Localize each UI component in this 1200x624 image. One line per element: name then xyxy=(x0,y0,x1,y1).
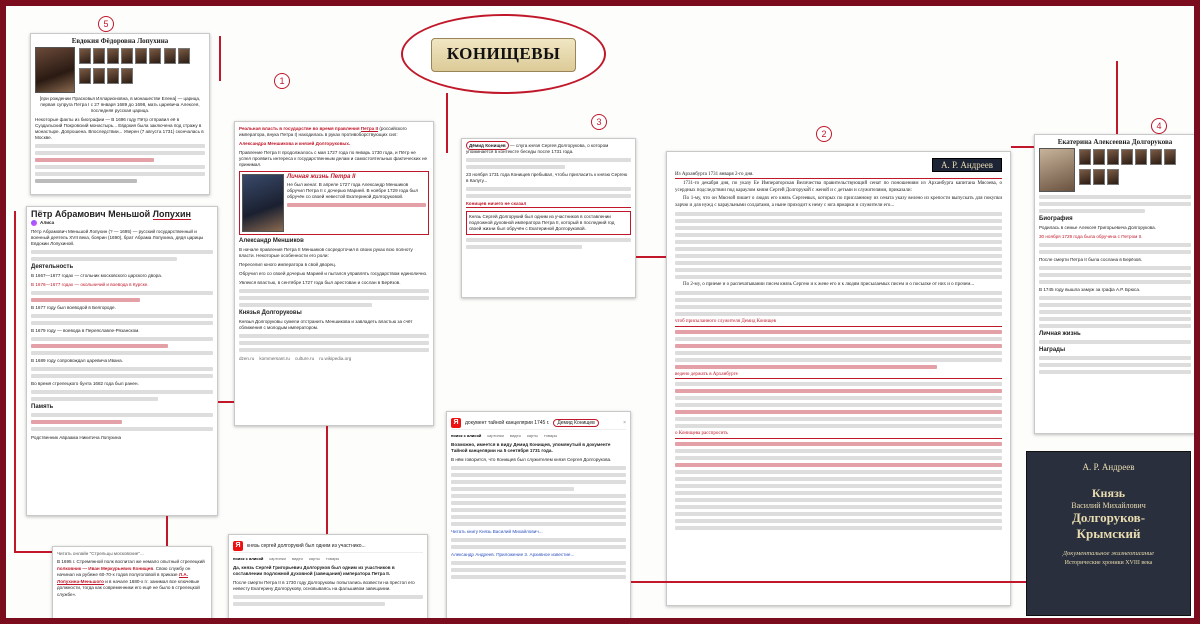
thumbnail-image[interactable] xyxy=(79,68,91,84)
thumbnail-image[interactable] xyxy=(1164,149,1176,165)
search-answer: Да, князь Сергей Григорьевич Долгоруков был одним из участников в составлении подложной духовной (завещания) императора Петра II. xyxy=(233,565,395,576)
book-author: А. Р. Андреев xyxy=(1082,462,1135,472)
connector-line xyxy=(219,36,221,81)
source-link[interactable]: dzen.ru xyxy=(239,356,255,361)
book-title-2: Василий Михайлович xyxy=(1071,501,1146,510)
tab-item[interactable]: видео xyxy=(291,556,303,561)
peter2-reign: Правление Петра II продолжалось с мая 1727 года по январь 1730 года, и Пётр не успел проявить интереса к государственным делам и самостоятельных фактических не принимал. xyxy=(239,150,428,167)
author-plate xyxy=(932,158,1002,172)
tab-item[interactable]: картинки xyxy=(269,556,286,561)
book-series: Исторические хроники XVIII века xyxy=(1064,560,1153,566)
peter2-heading xyxy=(239,126,429,138)
portrait-strip xyxy=(35,47,205,93)
badge-3: 3 xyxy=(591,114,607,130)
badge-4: 4 xyxy=(1151,118,1167,134)
thumbnail-image[interactable] xyxy=(1107,149,1119,165)
bio-item: Родилась в семье Алексея Григорьевича Долгорукова. xyxy=(1039,225,1156,230)
search-query[interactable]: документ тайной канцелярии 1745 г. xyxy=(465,419,550,426)
search-chip[interactable]: Демид Конищев xyxy=(553,419,598,427)
connector-line xyxy=(326,426,328,534)
thumbnail-grid xyxy=(78,47,205,93)
thumbnail-image[interactable] xyxy=(1107,169,1119,185)
bullet-item: Увлекся властью, в сентябре 1727 года был арестован и сослан в Берёзов. xyxy=(239,280,401,285)
thumbnail-image[interactable] xyxy=(121,68,133,84)
thumbnail-image[interactable] xyxy=(178,48,190,64)
tab-item[interactable]: товары xyxy=(543,433,558,438)
yandex-logo-icon: Я xyxy=(233,541,243,551)
section-heading: Биография xyxy=(1039,216,1073,222)
badge-5: 5 xyxy=(98,16,114,32)
source-links xyxy=(239,356,429,362)
streltsy-t1: Стремянной полк воспитал же немало опытный стрелецкий xyxy=(76,559,205,564)
bullet-item: Переселил юного императора в свой дворец. xyxy=(239,262,337,267)
connector-line xyxy=(218,401,234,403)
search-query[interactable]: князь сергей долгорукий был одним из участнико... xyxy=(247,542,366,549)
heading-part: Петра II xyxy=(360,126,379,131)
heading-part: Реальная власть в государстве во время правления xyxy=(239,126,361,131)
catherine-card xyxy=(1034,134,1196,434)
thumbnail-image[interactable] xyxy=(121,48,133,64)
connector-line xyxy=(1011,146,1034,148)
tab-item[interactable]: поиск с алисой xyxy=(233,556,264,561)
excerpt-highlight: ведено держать в Арханбурге xyxy=(675,372,1002,379)
connector-line xyxy=(14,211,16,551)
excerpt-date: Из Арханбурга 1731 января 2-го дня. xyxy=(675,172,1002,179)
tab-item[interactable]: товары xyxy=(325,556,340,561)
search-detail: В нём говорится, что Конищев был служителем князя Сергея Долгорукова. xyxy=(451,457,612,462)
page-title: КОНИЩЕВЫ xyxy=(446,44,561,63)
streltsy-t4: Л.А. Лопухина-Меньшого xyxy=(57,572,188,584)
menshikov-text: В начале правления Петра II Меншиков сосредоточил в своих руках всю полноту власти. Некоторые особенности его роли: xyxy=(239,247,413,258)
tab-item[interactable]: поиск с алисой xyxy=(451,433,482,438)
author-plate-text: А. Р. Андреев xyxy=(940,160,993,170)
search-answer: Возможно, имеется в виду Демид Конищев, упомянутый в документе Тайной канцелярии на 5 сентября 1731 года. xyxy=(451,442,611,453)
source-link[interactable]: culture.ru xyxy=(294,356,315,361)
yandex-logo-icon: Я xyxy=(451,418,461,428)
menshoi-intro: Пётр Абрамович Меньшой Лопухин (? — 1695) — русский государственный и военный деятель XVII века, боярин (1690), брат Абрама Лопухина, дядя царицы Евдокии Лопухиной. xyxy=(31,229,204,246)
bio-item: В 1745 году вышла замуж за графа А.Р. Брюса. xyxy=(1039,287,1141,292)
search-tabs xyxy=(451,433,626,439)
konishchev-name: Дёмид Конищев xyxy=(466,141,509,150)
andreev-excerpt xyxy=(666,151,1011,606)
card3-line1 xyxy=(466,143,631,155)
bio-item: После смерти Петра II была сослана в Берёзов. xyxy=(1039,257,1143,262)
search-result-link[interactable]: Читать книгу Князь Василий Михайлович... xyxy=(451,529,543,534)
streltsy-card xyxy=(52,546,212,621)
connector-line xyxy=(14,551,52,553)
streltsy-t5: и в начале 1680-х гг. занимал все ключевые должности, тогда как современники его ещё не было в стрелецкой службе». xyxy=(57,578,200,597)
section-heading: Личная жизнь xyxy=(1039,331,1081,337)
thumbnail-image[interactable] xyxy=(1093,149,1105,165)
connector-line xyxy=(446,93,448,153)
tab-item[interactable]: картинки xyxy=(487,433,504,438)
menshoi-name-main: Пётр Абрамович Меньшой xyxy=(31,209,153,219)
thumbnail-image[interactable] xyxy=(1079,149,1091,165)
streltsy-text: В 1695 г. Стремянной полк воспитал же немало опытный стрелецкий полковник — Иван Меркурьевич Конищев. Свою службу он начинал на рубеже 60-70-х годов полуголовой в приказе Л.А. Лопухина-Меньшого и в начале 1680-х гг. занимал все ключевые должности, тогда как современники его ещё не было в стрелецкой службе». xyxy=(57,559,205,597)
thumbnail-image[interactable] xyxy=(1079,169,1091,185)
excerpt-para: По 2-му, о приеме и о распечатывании писем князь Сергею и к жене его и к людям присылаемых писем и о посылке от них и о прочем... xyxy=(683,282,975,288)
connector-line xyxy=(166,516,168,546)
menshoi-name xyxy=(31,211,213,217)
excerpt-body xyxy=(675,172,1002,209)
excerpt-highlight: о Конищева расспросить xyxy=(675,431,1002,438)
thumbnail-image[interactable] xyxy=(1150,149,1162,165)
search-result-link[interactable]: Александр Андреев. Приложение 3. Архивное известие... xyxy=(451,552,575,557)
search-tabs xyxy=(233,556,423,562)
streltsy-t2: полковник — Иван Меркурьевич Конищев xyxy=(57,565,154,571)
thumbnail-image[interactable] xyxy=(164,48,176,64)
bullet-item: Обручил его со своей дочерью Марией и пытался управлять государством единолично. xyxy=(239,271,428,276)
list-item: В 1667—1677 годах — стольник московского царского двора. xyxy=(31,273,163,278)
menshoi-name-surname: Лопухин xyxy=(152,209,191,219)
thumbnail-image[interactable] xyxy=(107,48,119,64)
list-item: В 1677 году был воеводой в Белгороде. xyxy=(31,305,116,310)
source-link[interactable]: ru.wikipedia.org xyxy=(319,356,352,361)
book-cover xyxy=(1026,451,1191,616)
catherine-name: Екатерина Алексеевна Долгорукова xyxy=(1057,138,1173,146)
portrait-image xyxy=(35,47,75,93)
card3-line2: 23 ноября 1731 года Конищев пребывал, чтобы пригласить к князю Сергею в Калугу... xyxy=(466,172,628,183)
search-bar[interactable] xyxy=(451,416,626,430)
source-label: Алиса xyxy=(40,220,55,225)
peter2-rivals: Александра Меншикова и князей Долгоруковых. xyxy=(239,141,351,146)
peter2-portrait xyxy=(242,174,284,232)
connector-line xyxy=(636,256,666,258)
thumbnail-image[interactable] xyxy=(135,48,147,64)
list-item: В 1689 году сопровождал царевича Ивана. xyxy=(31,358,123,363)
bio-item: 30 ноября 1729 года была обручена с Петром II. xyxy=(1039,234,1143,239)
streltsy-date: В 1695 г. xyxy=(57,559,76,564)
tab-item[interactable]: карты xyxy=(526,433,538,438)
tab-item[interactable]: карты xyxy=(308,556,320,561)
source-row xyxy=(31,220,213,226)
result-url[interactable]: Читать онлайн "Стрельцы московские"... xyxy=(57,551,144,556)
connector-line xyxy=(631,581,1026,583)
peter2-card xyxy=(234,121,434,426)
thumbnail-image[interactable] xyxy=(1093,169,1105,185)
list-item: Во время стрелецкого бунта 1682 года был ранен. xyxy=(31,381,139,386)
lopukhina-card xyxy=(30,33,210,195)
heading-part: (российского императора, внука Петра I) находилась в руках противоборствующих сил: xyxy=(239,126,407,137)
thumbnail-image[interactable] xyxy=(149,48,161,64)
lopukhina-name: Евдокия Фёдоровна Лопухина xyxy=(71,37,169,45)
search-detail: После смерти Петра II в 1730 году Долгоруковы попытались возвести на престол его невесту Екатерину Долгорукову, основываясь на фальшивом завещании. xyxy=(233,580,415,591)
book-subtitle: Документальное жизнеописание xyxy=(1062,550,1155,557)
badge-2: 2 xyxy=(816,126,832,142)
streltsy-t3: Свою службу он начинал на рубеже 60-70-х годов полуголовой в приказе xyxy=(57,565,191,577)
list-item: В 1676—1677 годах — окольничий и воевода в Курске. xyxy=(31,282,149,287)
excerpt-highlight: чтоб присыланного служителя Демид Конищев xyxy=(675,319,1002,326)
alice-icon xyxy=(31,220,37,226)
thumbnail-image[interactable] xyxy=(1135,149,1147,165)
inner-title: Личная жизнь Петра II xyxy=(287,174,356,180)
thumbnail-image[interactable] xyxy=(1121,149,1133,165)
thumbnail-image[interactable] xyxy=(93,68,105,84)
close-icon[interactable]: × xyxy=(623,419,626,426)
excerpt-para: 1731-го декабря дня, по указу Ее Императорская Величества правительствующий сенат по поношениям из Арханбурга капитана Мясоева, о усердных подследствии под караулом князя Сергей Долгоруко́й с женой и с детьми и служителями, приказали: xyxy=(675,181,1002,193)
thumbnail-image[interactable] xyxy=(93,48,105,64)
search-card-dolgorukov xyxy=(228,534,428,624)
lopukhina-caption: [при рождении Прасковья Илларионовна, в монашестве Елена] — царица, первая супруга Петра I с 27 января 1689 до 1698, мать царевича Алексея, последняя русская царица. xyxy=(39,96,201,113)
search-bar[interactable] xyxy=(233,539,423,553)
section-heading: Александр Меншиков xyxy=(239,238,304,244)
section-heading: Деятельность xyxy=(31,264,74,270)
connector-line xyxy=(1116,61,1118,134)
tab-item[interactable]: видео xyxy=(509,433,521,438)
menshoi-card xyxy=(26,206,218,516)
section-heading: Князья Долгоруковы xyxy=(239,310,302,316)
search-card-konishchev xyxy=(446,411,631,621)
menshoi-footer: Родственник Авраама Никитича Лопухина xyxy=(31,435,122,440)
book-title-4: Крымский xyxy=(1076,526,1141,541)
thumbnail-image[interactable] xyxy=(107,68,119,84)
list-item: В 1679 году — воевода в Переяславле-Рязанском. xyxy=(31,328,140,333)
portrait-strip xyxy=(1039,148,1191,192)
thumbnail-image[interactable] xyxy=(79,48,91,64)
section-heading: Память xyxy=(31,404,54,410)
lopukhina-notes: Некоторые факты из биографии — В 1696 году Пётр отправил её в Суздальский Покровский монастырь... Евдокия была заключена под стражу в монастыре. Допрошена. Впоследствии... Уверен (7 августа 1731) скончалась в Москве. xyxy=(35,117,204,140)
book-title-3: Долгоруков- xyxy=(1071,510,1146,525)
section-heading: Награды xyxy=(1039,347,1066,353)
book-title-1: Князь xyxy=(1091,486,1126,500)
card3-text: — слуга князя Сергея Долгорукова, о котором упоминается в контексте беседы после 1731 года. xyxy=(466,143,609,154)
excerpt-para: По 1-му, что он Мясной пишет о людях его князь Сергеевых, которых по присланному из сената указу велено из крепости выпускать для покупки харчю и для нужд с караульными солдатами, а ныне приходит к нему с юга ярмарки и служители его... xyxy=(675,196,1002,208)
card3-line4: Князь Сергей Долгорукий был одним из участников в составлении подложной духовной императора Петра II, который в последний год своей жизни был обручён с Екатериной Долгоруковой. xyxy=(466,211,631,235)
card3-line3: Конищев ничего не сказал xyxy=(466,201,631,208)
peter2-inner-card xyxy=(239,171,429,235)
dolgorukov-text: Князья Долгоруковы сумели отстранить Меншикова и завладеть властью за счёт сближения с молодым императором. xyxy=(239,319,413,330)
portrait-image xyxy=(1039,148,1075,192)
konishchev-card xyxy=(461,138,636,298)
badge-1: 1 xyxy=(274,73,290,89)
inner-text: Не был женат. В апреле 1727 года Александр Меншиков обручил Петра II с дочерью Марией. В ноябре 1729 года был обручён со своей невестой Екатериной Долгоруковой. xyxy=(287,182,419,199)
source-link[interactable]: kommersant.ru xyxy=(259,356,290,361)
